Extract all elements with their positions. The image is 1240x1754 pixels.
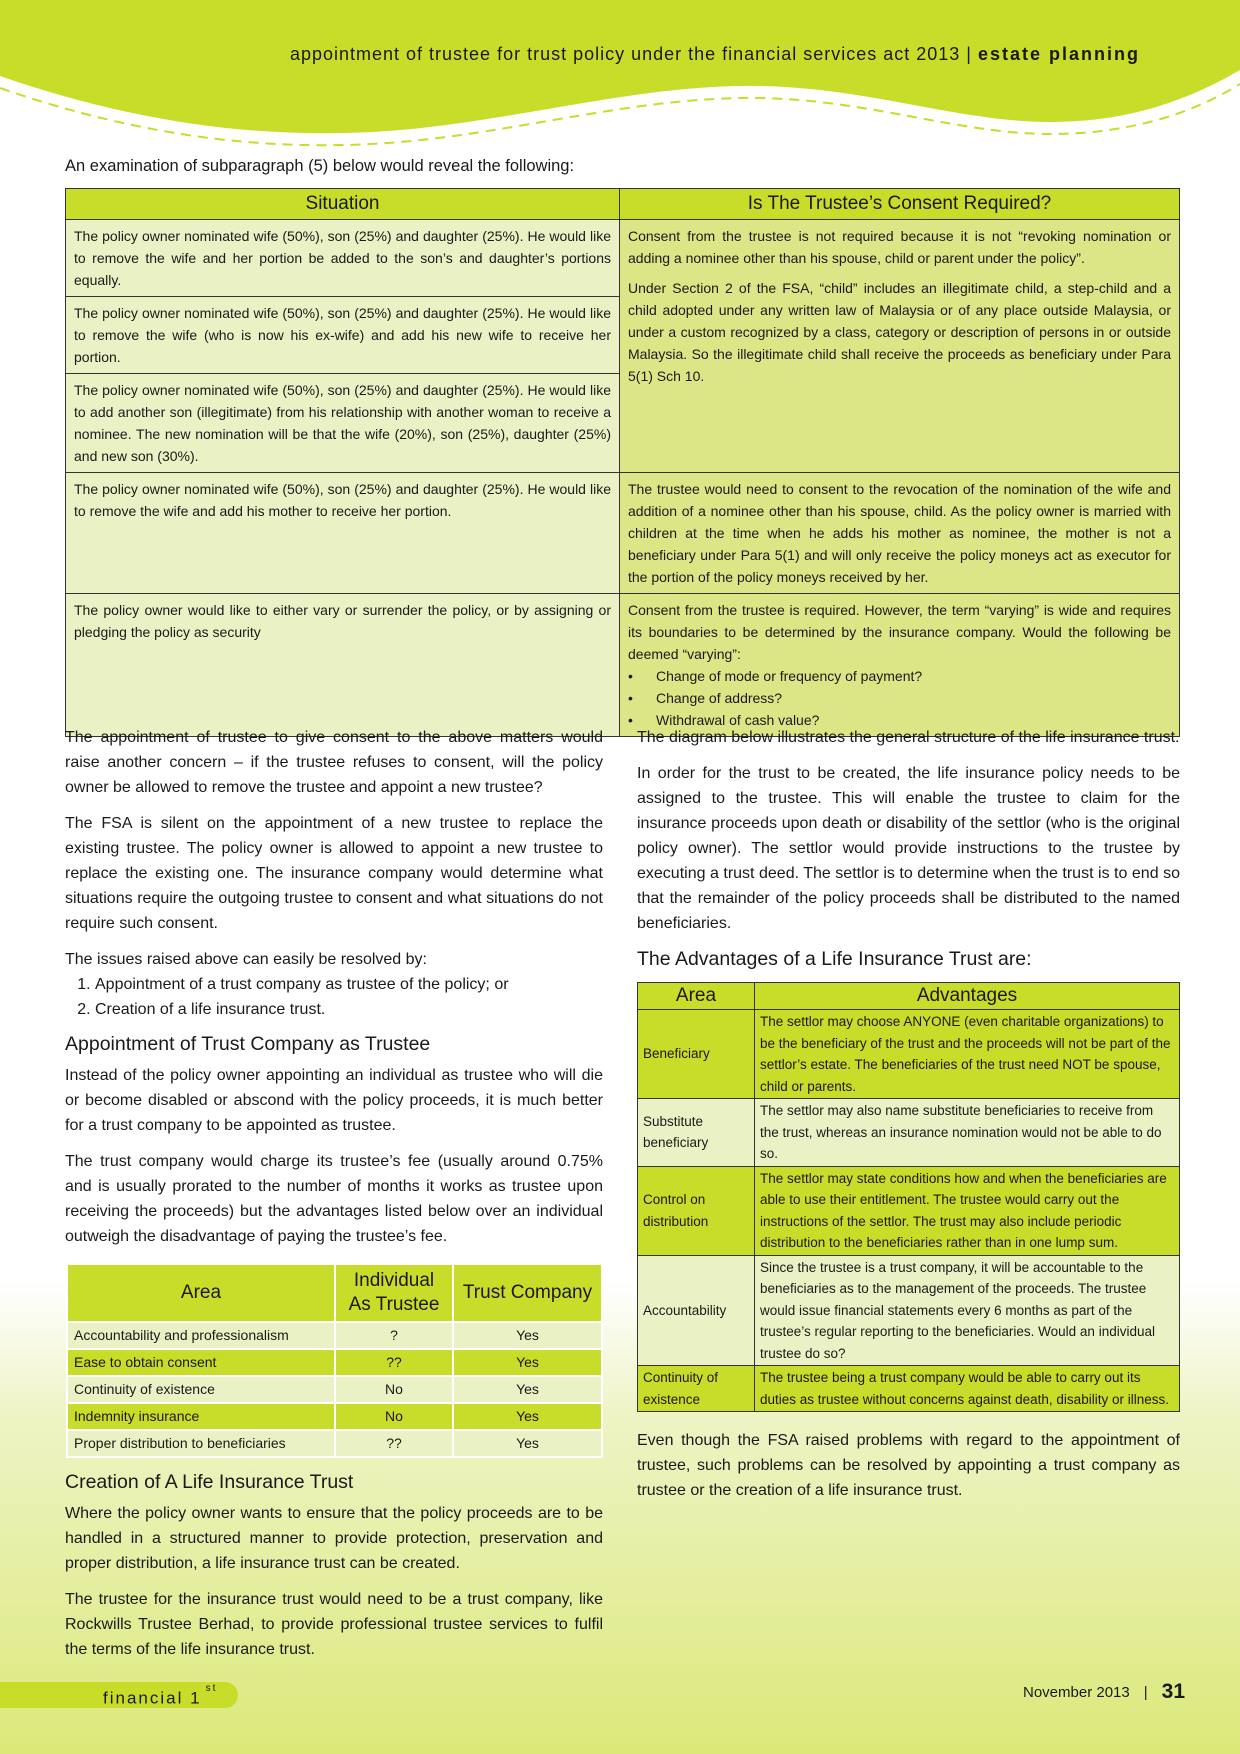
comparison-header-company: Trust Company <box>453 1264 602 1322</box>
footer-brand-tab <box>0 1682 238 1708</box>
table-cell: Continuity of existence <box>67 1376 335 1403</box>
table-cell: Yes <box>453 1349 602 1376</box>
table-cell: No <box>335 1403 453 1430</box>
table-cell: Yes <box>453 1403 602 1430</box>
footer-separator: | <box>1143 1683 1148 1701</box>
paragraph: Even though the FSA raised problems with regard to the appointment of trustee, such problems can be resolved by appointing a trust company as trustee or the creation of a life insurance trust. <box>637 1432 1180 1499</box>
consent-text: Under Section 2 of the FSA, “child” includes an illegitimate child, a step-child and a child adopted under any written law of Malaysia or of any place outside Malaysia, or under a custom recognized by a class, category or description of persons in or outside Malaysia. So the illegitimate child shall receive the proceeds as beneficiary under Para 5(1) Sch 10. <box>628 280 1171 384</box>
varying-list <box>628 665 1171 731</box>
situation-cell: The policy owner would like to either vary or surrender the policy, or by assigning or pledging the policy as security <box>66 594 620 737</box>
comparison-table <box>66 1263 603 1458</box>
brand-name: financial 1 <box>103 1688 202 1708</box>
footer-page-info <box>1023 1680 1185 1704</box>
table-cell: Ease to obtain consent <box>67 1349 335 1376</box>
table-cell: ?? <box>335 1430 453 1457</box>
table-row <box>67 1430 602 1457</box>
consent-cell: The trustee would need to consent to the revocation of the nomination of the wife and addition of a nominee other than his spouse, child. As the policy owner is married with children at the time when he adds his mother as nominee, the mother is not a beneficiary under Para 5(1) and will only receive the policy moneys act as executor for the portion of the policy moneys received by her. <box>620 473 1180 594</box>
table-cell: The settlor may state conditions how and when the beneficiaries are able to use their entitlement. The trustee would carry out the instructions of the settlor. The trust may also include periodic distribution to the beneficiaries rather than in one lump sum. <box>755 1166 1180 1255</box>
brand-superscript: st <box>205 1683 218 1694</box>
table-cell: The settlor may also name substitute beneficiaries to receive from the trust, whereas an insurance nomination would not be able to do so. <box>755 1099 1180 1167</box>
header-title: appointment of trustee for trust policy under the financial services act 2013 <box>289 44 961 64</box>
resolution-list <box>65 972 603 1022</box>
table-cell: ?? <box>335 1349 453 1376</box>
list-item: • Change of mode or frequency of payment? <box>656 665 1171 687</box>
section-heading: Creation of A Life Insurance Trust <box>65 1471 354 1493</box>
page-number: 31 <box>1161 1680 1185 1703</box>
situation-cell: The policy owner nominated wife (50%), son (25%) and daughter (25%). He would like to remove the wife and add his mother to receive her portion. <box>66 473 620 594</box>
right-column <box>637 725 1180 1514</box>
intro-text: An examination of subparagraph (5) below would reveal the following: <box>65 157 575 175</box>
table-row <box>638 1366 1180 1412</box>
situation-table-header <box>66 189 1180 220</box>
table-row <box>638 1010 1180 1099</box>
header-section: estate planning <box>977 44 1140 64</box>
table-cell: Continuity of existence <box>638 1366 755 1412</box>
paragraph: The diagram below illustrates the general structure of the life insurance trust. <box>637 729 1180 746</box>
list-item: 2. Creation of a life insurance trust. <box>95 997 603 1022</box>
situation-cell: The policy owner nominated wife (50%), son (25%) and daughter (25%). He would like to remove the wife (who is now his ex-wife) and add his new wife to receive her portion. <box>66 297 620 374</box>
table-cell: Yes <box>453 1376 602 1403</box>
table-cell: Beneficiary <box>638 1010 755 1099</box>
advantages-table <box>637 982 1180 1412</box>
table-cell: No <box>335 1376 453 1403</box>
table-cell: Accountability and professionalism <box>67 1322 335 1349</box>
table-row <box>67 1322 602 1349</box>
paragraph: The issues raised above can easily be resolved by: <box>65 951 427 968</box>
consent-text: Consent from the trustee is not required because it is not “revoking nomination or adding a nominee other than his spouse, child or parent under the policy”. <box>628 228 1171 266</box>
table-cell: Yes <box>453 1430 602 1457</box>
left-column <box>65 725 603 1673</box>
header-wave-banner <box>0 0 1240 160</box>
paragraph: Instead of the policy owner appointing an individual as trustee who will die or become disabled or abscond with the policy proceeds, it is much better for a trust company to be appointed as trustee. <box>65 1067 603 1134</box>
header-separator: | <box>966 44 972 64</box>
table-cell: The settlor may choose ANYONE (even charitable organizations) to be the beneficiary of the trust and the proceeds will not be part of the settlor’s estate. The beneficiaries of the trust need NOT be spouse, child or parents. <box>755 1010 1180 1099</box>
consent-cell <box>620 594 1180 737</box>
list-item: • Withdrawal of cash value? <box>656 709 1171 731</box>
situation-cell: The policy owner nominated wife (50%), son (25%) and daughter (25%). He would like to add another son (illegitimate) from his relationship with another woman to receive a nominee. The new nomination will be that the wife (20%), son (25%), daughter (25%) and new son (30%). <box>66 374 620 473</box>
table-row <box>638 1099 1180 1167</box>
section-heading: Appointment of Trust Company as Trustee <box>65 1033 431 1055</box>
paragraph: The trust company would charge its trustee’s fee (usually around 0.75% and is usually prorated to the number of months it works as trustee upon receiving the proceeds) but the advantages listed below over an individual outweigh the disadvantage of paying the trustee’s fee. <box>65 1153 603 1245</box>
footer-date: November 2013 <box>1023 1683 1130 1701</box>
paragraph: In order for the trust to be created, the life insurance policy needs to be assigned to the trustee. This will enable the trustee to claim for the insurance proceeds upon death or disability of the settlor (who is the original policy owner). The settlor would provide instructions to the trustee by executing a trust deed. The settlor is to determine when the trust is to end so that the remainder of the policy proceeds shall be distributed to the named beneficiaries. <box>637 765 1180 932</box>
table-row <box>66 220 1180 297</box>
running-header <box>290 44 1140 65</box>
advantages-table-header <box>638 983 1180 1010</box>
paragraph: The FSA is silent on the appointment of a new trustee to replace the existing trustee. The policy owner is allowed to appoint a new trustee to replace the existing one. The insurance company would determine what situations require the outgoing trustee to consent and what situations do not require such consent. <box>65 815 603 932</box>
table-row <box>67 1376 602 1403</box>
table-cell: Control on distribution <box>638 1166 755 1255</box>
table-cell: Proper distribution to beneficiaries <box>67 1430 335 1457</box>
table-cell: ? <box>335 1322 453 1349</box>
situation-cell: The policy owner nominated wife (50%), son (25%) and daughter (25%). He would like to remove the wife and her portion be added to the son’s and daughter’s portions equally. <box>66 220 620 297</box>
table-cell: Accountability <box>638 1255 755 1366</box>
paragraph: The trustee for the insurance trust would need to be a trust company, like Rockwills Trustee Berhad, to provide professional trustee services to fulfil the terms of the life insurance trust. <box>65 1591 603 1658</box>
advantages-header-advantages: Advantages <box>755 983 1180 1010</box>
consent-cell <box>620 220 1180 473</box>
table-cell: Yes <box>453 1322 602 1349</box>
comparison-header-area: Area <box>67 1264 335 1322</box>
situation-header-consent: Is The Trustee’s Consent Required? <box>620 189 1180 220</box>
table-row <box>66 594 1180 737</box>
paragraph: The appointment of trustee to give consent to the above matters would raise another concern – if the trustee refuses to consent, will the policy owner be allowed to remove the trustee and appoint a new trustee? <box>65 729 603 796</box>
table-row <box>638 1255 1180 1366</box>
table-cell: Since the trustee is a trust company, it will be accountable to the beneficiaries as to the management of the proceeds. The trustee would issue financial statements every 6 months as part of the trustee’s regular reporting to the beneficiaries. Would an individual trustee do so? <box>755 1255 1180 1366</box>
consent-text: Consent from the trustee is required. However, the term “varying” is wide and requires its boundaries to be determined by the insurance company. Would the following be deemed “varying”: <box>628 602 1171 662</box>
paragraph: Where the policy owner wants to ensure that the policy proceeds are to be handled in a structured manner to provide protection, preservation and proper distribution, a life insurance trust can be created. <box>65 1505 603 1572</box>
table-row <box>67 1403 602 1430</box>
table-row <box>66 473 1180 594</box>
list-item: 1. Appointment of a trust company as trustee of the policy; or <box>95 972 603 997</box>
table-cell: Substitute beneficiary <box>638 1099 755 1167</box>
comparison-table-header <box>67 1264 602 1322</box>
table-row <box>67 1349 602 1376</box>
table-cell: Indemnity insurance <box>67 1403 335 1430</box>
list-item: • Change of address? <box>656 687 1171 709</box>
table-row <box>638 1166 1180 1255</box>
situation-table <box>65 188 1180 737</box>
advantages-header-area: Area <box>638 983 755 1010</box>
section-heading: The Advantages of a Life Insurance Trust are: <box>637 948 1032 970</box>
situation-header-situation: Situation <box>66 189 620 220</box>
comparison-header-individual: Individual As Trustee <box>335 1264 453 1322</box>
table-cell: The trustee being a trust company would be able to carry out its duties as trustee without concerns against death, disability or illness. <box>755 1366 1180 1412</box>
footer-brand <box>103 1682 218 1712</box>
